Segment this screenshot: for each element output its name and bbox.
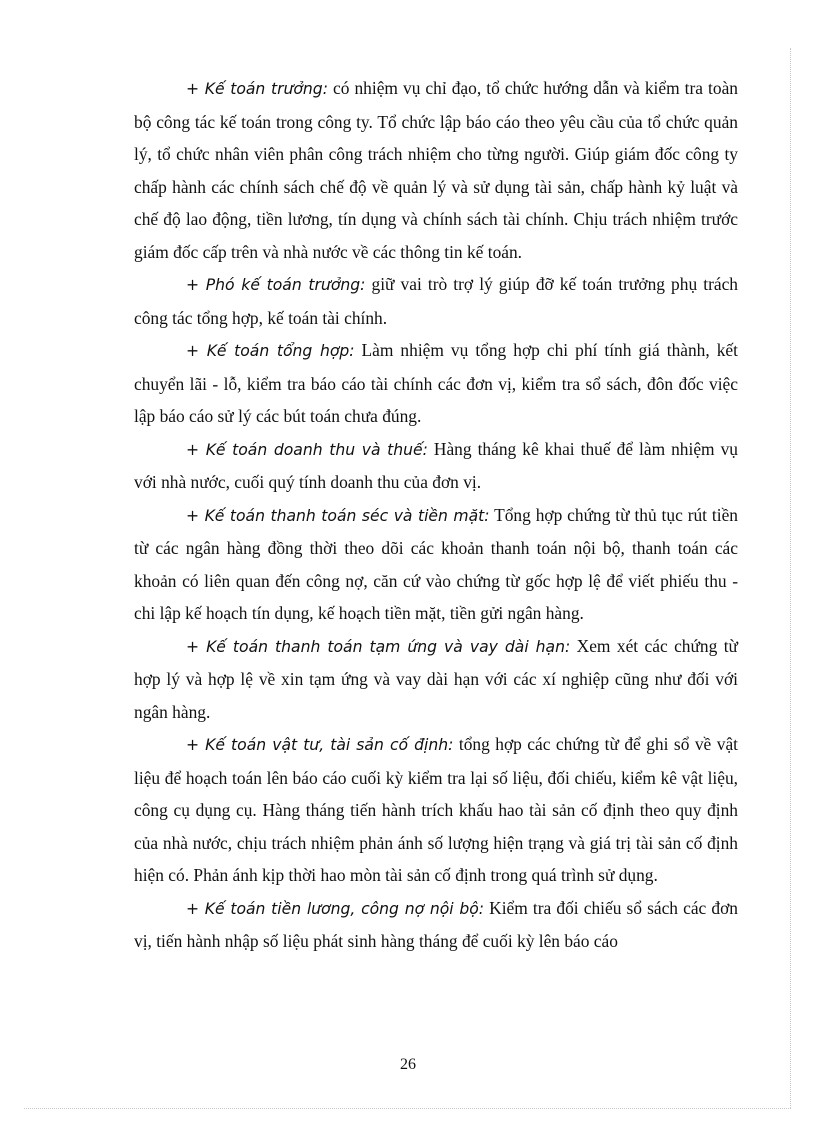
body-text [134,72,738,958]
paragraph-text: Kiểm tra đối chiếu sổ sách các đơn vị, tiến hành nhập số liệu phát sinh hàng tháng để cuối kỳ lên báo cáo [134,897,738,951]
paragraph-text: Làm nhiệm vụ tổng hợp chi phí tính giá thành, kết chuyển lãi - lỗ, kiểm tra báo cáo tài chính các đơn vị, kiểm tra sổ sách, đôn đốc việc lập báo cáo sử lý các bút toán chưa đúng. [134,340,738,426]
paragraph-ke-toan-tong-hop [134,334,738,433]
paragraph-text: có nhiệm vụ chỉ đạo, tổ chức hướng dẫn và kiểm tra toàn bộ công tác kế toán trong công ty. Tổ chức lập báo cáo theo yêu cầu của tổ chức quản lý, tổ chức nhân viên phân công trách nhiệm cho từng người. Giúp giám đốc công ty chấp hành các chính sách chế độ về quản lý và sử dụng tài sản, chấp hành kỷ luật và chế độ lao động, tiền lương, tín dụng và chính sách tài chính. Chịu trách nhiệm trước giám đốc cấp trên và nhà nước về các thông tin kế toán. [134,78,738,262]
paragraph-text: giữ vai trò trợ lý giúp đỡ kế toán trưởng phụ trách công tác tổng hợp, kế toán tài chính. [134,274,738,328]
paragraph-text: Xem xét các chứng từ hợp lý và hợp lệ về xin tạm ứng và vay dài hạn với các xí nghiệp cũng như đối với ngân hàng. [134,635,738,722]
paragraph-heading: + Kế toán vật tư, tài sản cố định: [186,736,454,754]
paragraph-pho-ke-toan-truong [134,268,738,334]
page-number: 26 [400,1056,416,1073]
paragraph-ke-toan-doanh-thu-thue [134,433,738,499]
paragraph-heading: + Kế toán tổng hợp: [186,342,355,360]
paragraph-heading: + Kế toán trưởng: [186,80,328,98]
paragraph-heading: + Phó kế toán trưởng: [186,276,366,294]
paragraph-text: tổng hợp các chứng từ để ghi sổ về vật liệu để hoạch toán lên báo cáo cuối kỳ kiểm tra lại số liệu, đối chiếu, kiểm kê vật liệu, công cụ dụng cụ. Hàng tháng tiến hành trích khấu hao tài sản cố định theo quy định của nhà nước, chịu trách nhiệm phản ánh số lượng hiện trạng và giá trị tài sản cố định hiện có. Phản ánh kịp thời hao mòn tài sản cố định trong quá trình sử dụng. [134,734,738,885]
paragraph-heading: + Kế toán thanh toán séc và tiền mặt: [186,506,490,525]
paragraph-text: Tổng hợp chứng từ thủ tục rút tiền từ các ngân hàng đồng thời theo dõi các khoản thanh toán nội bộ, thanh toán các khoản có liên quan đến công nợ, căn cứ vào chứng từ gốc hợp lệ để viết phiếu thu - chi lập kế hoạch tín dụng, kế hoạch tiền mặt, tiền gửi ngân hàng. [134,504,738,623]
paragraph-heading: + Kế toán doanh thu và thuế: [186,440,428,459]
paragraph-ke-toan-truong [134,72,738,268]
paragraph-ke-toan-tam-ung [134,630,738,729]
paragraph-heading: + Kế toán tiền lương, công nợ nội bộ: [186,899,485,918]
paragraph-ke-toan-vat-tu [134,728,738,892]
paragraph-text: Hàng tháng kê khai thuế để làm nhiệm vụ với nhà nước, cuối quý tính doanh thu của đơn vị. [134,438,738,492]
page-frame-bottom-edge [24,1108,791,1110]
paragraph-heading: + Kế toán thanh toán tạm ứng và vay dài hạn: [186,637,571,656]
paragraph-ke-toan-thanh-toan-sec [134,499,738,630]
paragraph-ke-toan-tien-luong [134,892,738,958]
page-frame-right-edge [790,48,792,1108]
